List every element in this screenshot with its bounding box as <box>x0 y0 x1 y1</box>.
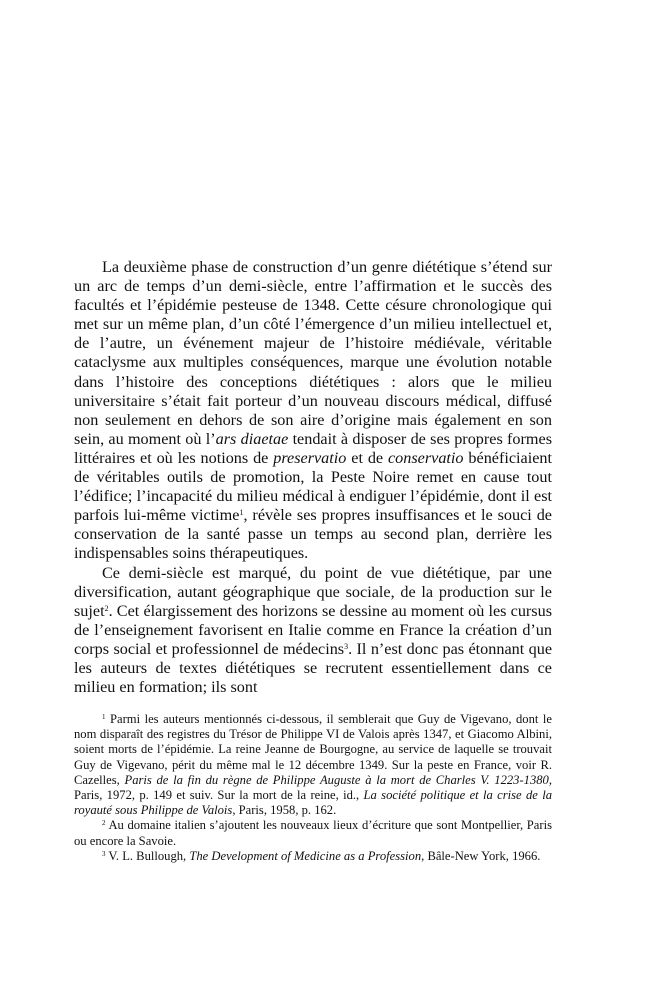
document-body <box>74 258 552 697</box>
footnote-ref: 1 <box>239 508 244 518</box>
text-run: Parmi les auteurs mentionnés ci-dessous, il semblerait que Guy de Vigevano, dont le nom disparaît des registres du Trésor de Philippe VI de Valois après 1347, et Giacomo Albini, soient morts de l’épidémie. La reine Jeanne de Bourgogne, au service de laquelle se trouvait Guy de Vigevano, périt du même mal le 12 décembre 1349. Sur la peste en France, voir R. Cazelles, <box>74 712 552 787</box>
text-run: , Paris, 1972, p. 149 et suiv. Sur la mort de la reine, id., <box>74 772 552 803</box>
text-run: La deuxième phase de construction d’un genre diététique s’étend sur un arc de temps d’un demi-siècle, entre l’affirmation et le succès des facultés et l’épidémie pesteuse de 1348. Cette césure chronologique qui met sur un même plan, d’un côté l’émergence d’un milieu intellectuel et, de l’autre, un événement majeur de l’histoire médiévale, véritable cataclysme aux multiples conséquences, marque une évolution notable dans l’histoire des conceptions diététiques : alors que le milieu universitaire s’était fait porteur d’un nouveau discours médical, diffusé non seulement en dehors de son aire d’origine mais également en son sein, au moment où l’ <box>74 258 552 448</box>
italic-text: The Development of Medicine as a Profession <box>189 848 422 863</box>
italic-text: ars diaetae <box>215 429 289 448</box>
italic-text: La société politique et la crise de la royauté sous Philippe de Valois <box>74 788 552 818</box>
footnote-ref: 3 <box>102 849 106 858</box>
text-run: V. L. Bullough, <box>105 848 190 863</box>
text-run: et de <box>346 448 388 467</box>
text-run: . Il n’est donc pas étonnant que les auteurs de textes diététiques se recrutent essentiellement dans ce milieu en formation; ils sont <box>74 639 553 697</box>
footnote <box>74 849 552 864</box>
text-run: tendait à disposer de ses propres formes littéraires et où les notions de <box>74 429 552 467</box>
paragraph <box>74 258 552 564</box>
italic-text: preservatio <box>273 448 347 467</box>
text-run: , révèle ses propres insuffisances et le souci de conservation de la santé passe un temps au second plan, derrière les indispensables soins thérapeutiques. <box>74 506 552 563</box>
text-run: Au domaine italien s’ajoutent les nouveaux lieux d’écriture que sont Montpellier, Paris ou encore la Savoie. <box>74 818 552 848</box>
footnote-ref: 1 <box>102 713 106 721</box>
text-run: . Cet élargissement des horizons se dessine au moment où les cursus de l’enseignement favorisent en Italie comme en France la création d’un corps social et professionnel de médecins <box>74 601 552 658</box>
paragraph <box>74 564 552 698</box>
footnote-ref: 3 <box>344 641 349 651</box>
text-run: Ce demi-siècle est marqué, du point de vue diététique, par une diversification, autant géographique que sociale, de la production sur le sujet <box>74 563 552 620</box>
italic-text: conservatio <box>388 448 464 467</box>
main-text <box>74 258 552 697</box>
footnote-ref: 2 <box>102 819 106 828</box>
text-run: , Bâle-New York, 1966. <box>421 848 541 863</box>
footnote <box>74 818 552 848</box>
footnotes <box>74 712 552 864</box>
footnote <box>74 712 552 818</box>
text-run: bénéficiaient de véritables outils de promotion, la Peste Noire remet en cause tout l’édifice; l’incapacité du milieu médical à endiguer l’épidémie, dont il est parfois lui-même victime <box>74 448 553 525</box>
footnote-ref: 2 <box>104 603 109 613</box>
text-run: , Paris, 1958, p. 162. <box>232 803 337 818</box>
italic-text: Paris de la fin du règne de Philippe Auguste à la mort de Charles V. 1223-1380 <box>124 772 549 787</box>
